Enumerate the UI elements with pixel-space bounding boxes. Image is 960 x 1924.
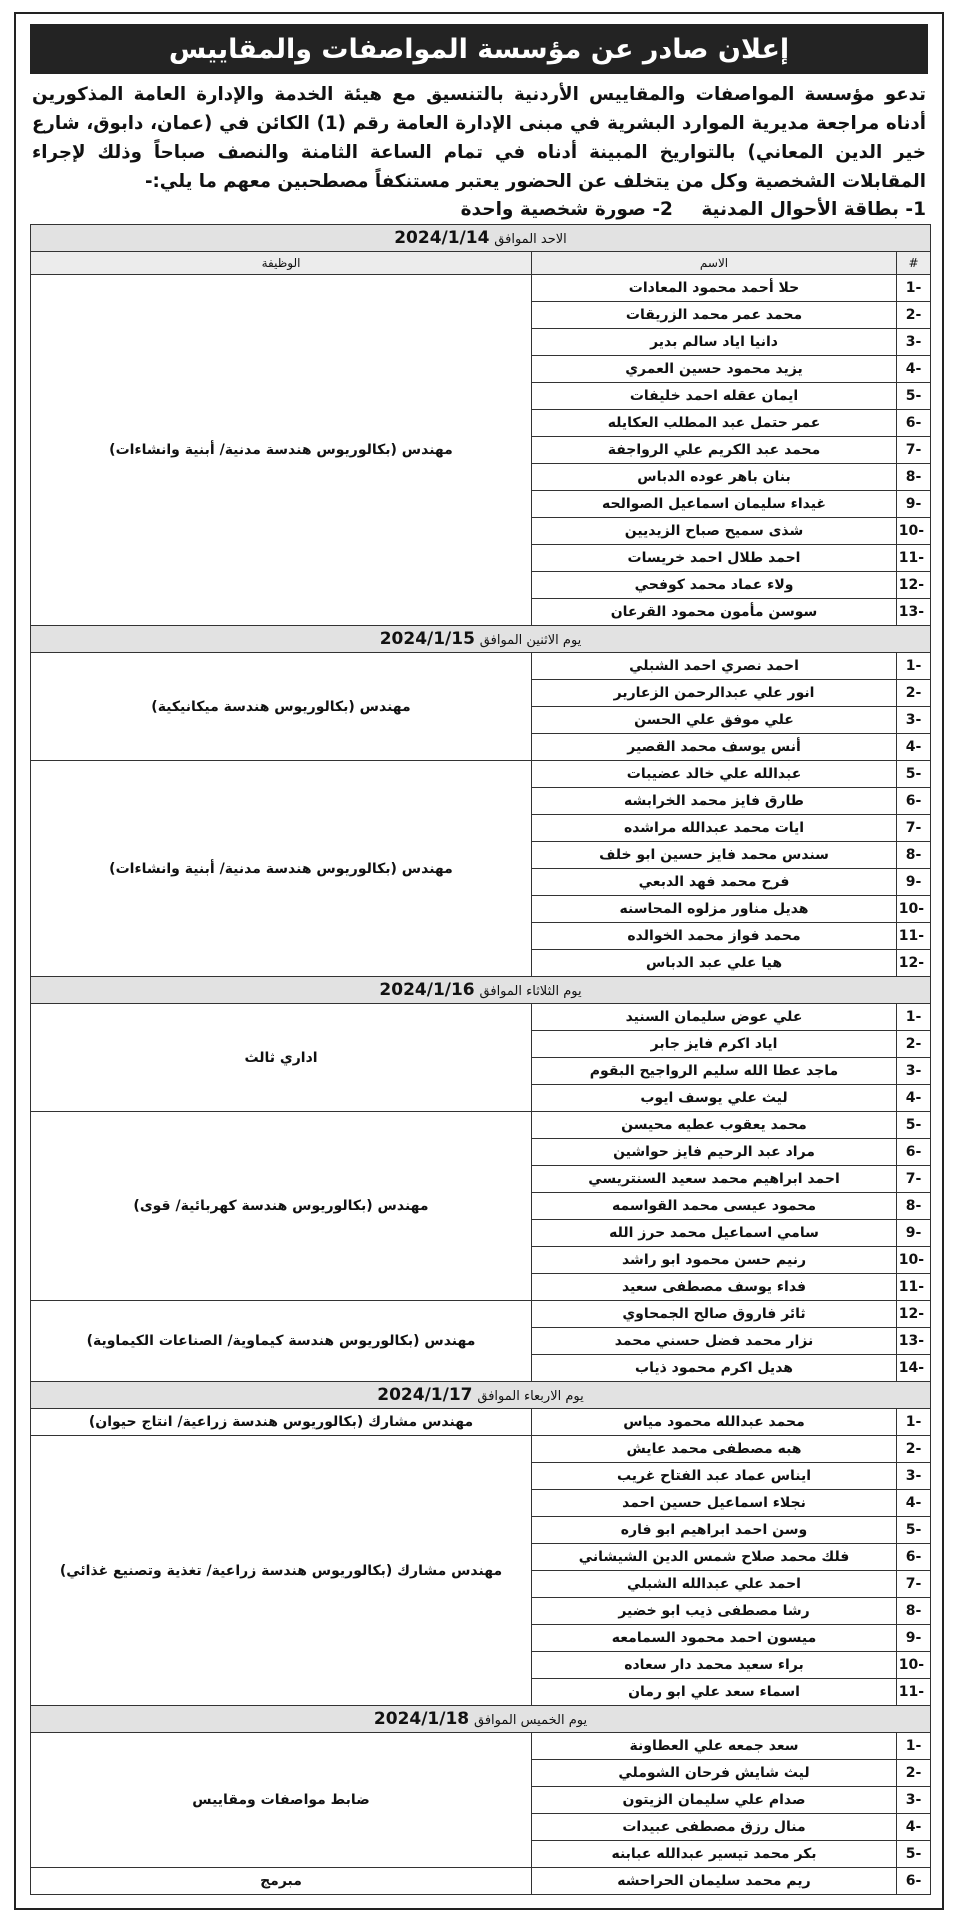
- candidate-name: علي عوض سليمان السنيد: [532, 1004, 897, 1031]
- candidate-name: طارق فايز محمد الخرابشه: [532, 788, 897, 815]
- row-number: -1: [897, 1409, 931, 1436]
- table-row: [31, 653, 931, 680]
- table-row: [31, 1409, 931, 1436]
- column-header-row: [31, 252, 931, 275]
- candidate-name: سوسن مأمون محمود القرعان: [532, 599, 897, 626]
- row-number: -2: [897, 1031, 931, 1058]
- candidate-name: دانيا اياد سالم بدير: [532, 329, 897, 356]
- candidate-name: احمد ابراهيم محمد سعيد السنتريسي: [532, 1166, 897, 1193]
- table-row: [31, 1733, 931, 1760]
- candidate-name: فلك محمد صلاح شمس الدين الشيشاني: [532, 1544, 897, 1571]
- day-header: [31, 626, 931, 653]
- row-number: -9: [897, 491, 931, 518]
- candidate-name: وسن احمد ابراهيم ابو فاره: [532, 1517, 897, 1544]
- candidate-name: محمد عمر محمد الزريقات: [532, 302, 897, 329]
- row-number: -4: [897, 1085, 931, 1112]
- row-number: -8: [897, 1193, 931, 1220]
- row-number: -9: [897, 1220, 931, 1247]
- row-number: -3: [897, 1463, 931, 1490]
- row-number: -2: [897, 1760, 931, 1787]
- table-row: [31, 1301, 931, 1328]
- candidate-name: حلا أحمد محمود المعادات: [532, 275, 897, 302]
- candidate-name: ماجد عطا الله سليم الرواجيح البقوم: [532, 1058, 897, 1085]
- row-number: -7: [897, 437, 931, 464]
- row-number: -8: [897, 1598, 931, 1625]
- candidate-name: محمد عبد الكريم علي الرواجفة: [532, 437, 897, 464]
- table-row: [31, 1112, 931, 1139]
- row-number: -8: [897, 842, 931, 869]
- job-title: مهندس (بكالوريوس هندسة مدنية/ أبنية وانشاءات): [31, 275, 532, 626]
- row-number: -6: [897, 1868, 931, 1895]
- candidate-name: محمد فواز محمد الخوالده: [532, 923, 897, 950]
- row-number: -12: [897, 950, 931, 977]
- candidate-name: رشا مصطفى ذيب ابو خضير: [532, 1598, 897, 1625]
- candidate-name: محمود عيسى محمد القواسمه: [532, 1193, 897, 1220]
- row-number: -7: [897, 815, 931, 842]
- row-number: -11: [897, 1679, 931, 1706]
- announcement-sheet: [14, 12, 944, 1910]
- row-number: -2: [897, 1436, 931, 1463]
- day-header: [31, 1706, 931, 1733]
- row-number: -4: [897, 1490, 931, 1517]
- requirement-item: 2- صورة شخصية واحدة: [460, 199, 673, 220]
- announcement-title: إعلان صادر عن مؤسسة المواصفات والمقاييس: [30, 24, 928, 74]
- candidate-name: ايمان عقله احمد خليفات: [532, 383, 897, 410]
- requirement-item: 1- بطاقة الأحوال المدنية: [701, 199, 926, 220]
- day-date: 2024/1/14: [394, 228, 490, 248]
- candidate-name: اياد اكرم فايز جابر: [532, 1031, 897, 1058]
- row-number: -7: [897, 1571, 931, 1598]
- day-header-row: [31, 626, 931, 653]
- candidate-name: عبدالله علي خالد عضيبات: [532, 761, 897, 788]
- job-title: مهندس (بكالوريوس هندسة كيماوية/ الصناعات الكيماوية): [31, 1301, 532, 1382]
- row-number: -6: [897, 788, 931, 815]
- candidate-name: احمد طلال احمد خريسات: [532, 545, 897, 572]
- candidate-name: هيا علي عبد الدباس: [532, 950, 897, 977]
- candidate-name: ايناس عماد عبد الفتاح غريب: [532, 1463, 897, 1490]
- candidate-name: براء سعيد محمد دار سعاده: [532, 1652, 897, 1679]
- candidate-name: علي موفق علي الحسن: [532, 707, 897, 734]
- row-number: -1: [897, 653, 931, 680]
- candidate-name: ليث شايش فرحان الشوملي: [532, 1760, 897, 1787]
- candidate-name: عمر حتمل عبد المطلب العكايله: [532, 410, 897, 437]
- day-date: 2024/1/18: [373, 1709, 470, 1729]
- table-row: [31, 1004, 931, 1031]
- candidate-name: أنس يوسف محمد القصير: [532, 734, 897, 761]
- row-number: -1: [897, 275, 931, 302]
- column-header-number: #: [897, 252, 931, 275]
- day-label: يوم الثلاثاء الموافق: [479, 984, 582, 999]
- candidate-name: ريم محمد سليمان الحراحشه: [532, 1868, 897, 1895]
- day-header-row: [31, 225, 931, 252]
- day-label: يوم الخميس الموافق: [474, 1713, 588, 1728]
- day-date: 2024/1/17: [377, 1385, 473, 1405]
- table-row: [31, 1868, 931, 1895]
- row-number: -4: [897, 1814, 931, 1841]
- candidate-name: نزار محمد فضل حسني محمد: [532, 1328, 897, 1355]
- row-number: -5: [897, 1517, 931, 1544]
- candidate-name: يزيد محمود حسين العمري: [532, 356, 897, 383]
- candidate-name: محمد يعقوب عطيه محيسن: [532, 1112, 897, 1139]
- day-header: [31, 225, 931, 252]
- row-number: -6: [897, 410, 931, 437]
- row-number: -6: [897, 1544, 931, 1571]
- row-number: -14: [897, 1355, 931, 1382]
- table-row: [31, 275, 931, 302]
- day-label: يوم الاثنين الموافق: [479, 633, 582, 648]
- candidate-name: احمد نصري احمد الشبلي: [532, 653, 897, 680]
- row-number: -5: [897, 761, 931, 788]
- day-date: 2024/1/16: [379, 980, 475, 1000]
- candidate-name: سامي اسماعيل محمد حرز الله: [532, 1220, 897, 1247]
- job-title: مهندس (بكالوريوس هندسة كهربائية/ قوى): [31, 1112, 532, 1301]
- row-number: -3: [897, 1058, 931, 1085]
- candidate-name: انور علي عبدالرحمن الزعارير: [532, 680, 897, 707]
- row-number: -9: [897, 869, 931, 896]
- job-title: ضابط مواصفات ومقاييس: [31, 1733, 532, 1868]
- row-number: -3: [897, 707, 931, 734]
- table-row: [31, 1436, 931, 1463]
- row-number: -12: [897, 572, 931, 599]
- candidate-name: صدام علي سليمان الزيتون: [532, 1787, 897, 1814]
- row-number: -5: [897, 383, 931, 410]
- row-number: -5: [897, 1112, 931, 1139]
- candidate-name: احمد علي عبدالله الشبلي: [532, 1571, 897, 1598]
- row-number: -1: [897, 1004, 931, 1031]
- job-title: اداري ثالث: [31, 1004, 532, 1112]
- row-number: -6: [897, 1139, 931, 1166]
- column-header-job: الوظيفة: [31, 252, 532, 275]
- candidate-name: هديل اكرم محمود ذياب: [532, 1355, 897, 1382]
- day-label: الاحد الموافق: [494, 232, 567, 247]
- day-label: يوم الاربعاء الموافق: [477, 1389, 584, 1404]
- day-header-row: [31, 1706, 931, 1733]
- row-number: -4: [897, 734, 931, 761]
- job-title: مهندس مشارك (بكالوريوس هندسة زراعية/ انتاج حيوان): [31, 1409, 532, 1436]
- row-number: -13: [897, 599, 931, 626]
- table-row: [31, 761, 931, 788]
- candidate-name: ميسون احمد محمود السمامعه: [532, 1625, 897, 1652]
- row-number: -2: [897, 302, 931, 329]
- row-number: -1: [897, 1733, 931, 1760]
- row-number: -8: [897, 464, 931, 491]
- row-number: -13: [897, 1328, 931, 1355]
- row-number: -4: [897, 356, 931, 383]
- job-title: مبرمج: [31, 1868, 532, 1895]
- row-number: -9: [897, 1625, 931, 1652]
- candidate-name: نجلاء اسماعيل حسين احمد: [532, 1490, 897, 1517]
- row-number: -10: [897, 518, 931, 545]
- requirements-list: [32, 196, 926, 224]
- day-header-row: [31, 977, 931, 1004]
- candidate-name: منال رزق مصطفى عبيدات: [532, 1814, 897, 1841]
- row-number: -12: [897, 1301, 931, 1328]
- candidate-name: فداء يوسف مصطفى سعيد: [532, 1274, 897, 1301]
- day-header-row: [31, 1382, 931, 1409]
- candidate-name: شذى سميح صباح الزيديين: [532, 518, 897, 545]
- row-number: -11: [897, 1274, 931, 1301]
- announcement-body: تدعو مؤسسة المواصفات والمقاييس الأردنية بالتنسيق مع هيئة الخدمة والإدارة العامة المذكورين أدناه مراجعة مديرية الموارد البشرية في مبنى الإدارة العامة رقم (1) الكائن في (عمان، دابوق، شارع خير الدين المعاني) بالتواريخ المبينة أدناه في تمام الساعة الثامنة والنصف صباحاً وذلك لإجراء المقابلات الشخصية وكل من يتخلف عن الحضور يعتبر مستنكفاً مصطحبين معهم ما يلي:-: [32, 84, 927, 192]
- candidate-name: اسماء سعد علي ابو رمان: [532, 1679, 897, 1706]
- day-header: [31, 977, 931, 1004]
- row-number: -11: [897, 545, 931, 572]
- day-header: [31, 1382, 931, 1409]
- job-title: مهندس مشارك (بكالوريوس هندسة زراعية/ تغذية وتصنيع غذائي): [31, 1436, 532, 1706]
- row-number: -10: [897, 896, 931, 923]
- candidate-name: ثائر فاروق صالح الجمحاوي: [532, 1301, 897, 1328]
- row-number: -11: [897, 923, 931, 950]
- interview-schedule-table: [30, 224, 931, 1895]
- candidate-name: سندس محمد فايز حسين ابو خلف: [532, 842, 897, 869]
- row-number: -7: [897, 1166, 931, 1193]
- candidate-name: غيداء سليمان اسماعيل الصوالحه: [532, 491, 897, 518]
- row-number: -3: [897, 329, 931, 356]
- candidate-name: بنان باهر عوده الدباس: [532, 464, 897, 491]
- row-number: -3: [897, 1787, 931, 1814]
- column-header-name: الاسم: [532, 252, 897, 275]
- candidate-name: هديل مناور مزلوه المحاسنه: [532, 896, 897, 923]
- candidate-name: ليث علي يوسف ايوب: [532, 1085, 897, 1112]
- day-date: 2024/1/15: [379, 629, 475, 649]
- candidate-name: رنيم حسن محمود ابو راشد: [532, 1247, 897, 1274]
- row-number: -10: [897, 1247, 931, 1274]
- row-number: -5: [897, 1841, 931, 1868]
- candidate-name: سعد جمعه علي العطاونة: [532, 1733, 897, 1760]
- job-title: مهندس (بكالوريوس هندسة ميكانيكية): [31, 653, 532, 761]
- row-number: -10: [897, 1652, 931, 1679]
- job-title: مهندس (بكالوريوس هندسة مدنية/ أبنية وانشاءات): [31, 761, 532, 977]
- candidate-name: ايات محمد عبدالله مراشده: [532, 815, 897, 842]
- candidate-name: هبه مصطفى محمد عايش: [532, 1436, 897, 1463]
- candidate-name: فرح محمد فهد الدبعي: [532, 869, 897, 896]
- schedule-body: [31, 225, 931, 1895]
- row-number: -2: [897, 680, 931, 707]
- candidate-name: محمد عبدالله محمود مياس: [532, 1409, 897, 1436]
- candidate-name: بكر محمد تيسير عبدالله عبابنه: [532, 1841, 897, 1868]
- candidate-name: مراد عبد الرحيم فايز حواشين: [532, 1139, 897, 1166]
- candidate-name: ولاء عماد محمد كوفحي: [532, 572, 897, 599]
